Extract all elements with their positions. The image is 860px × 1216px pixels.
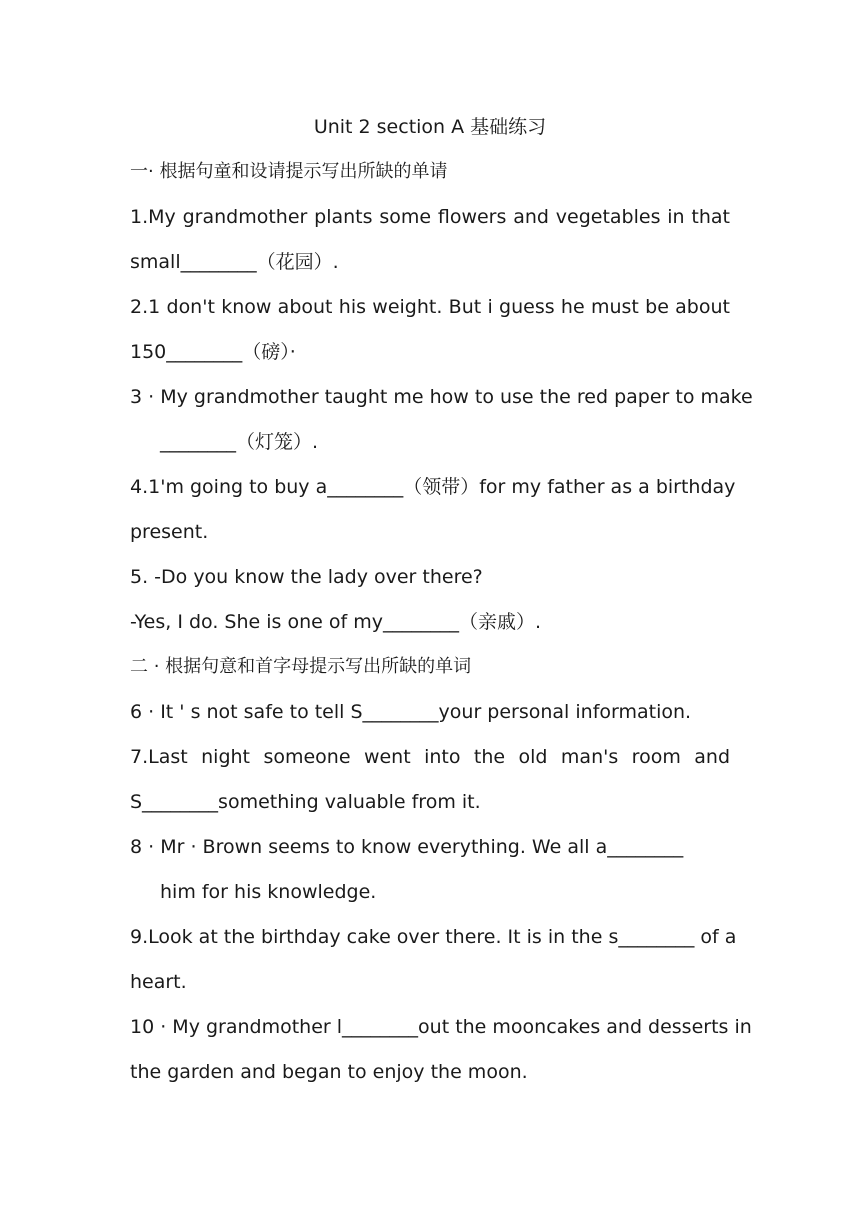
page-title: Unit 2 section A 基础练习 bbox=[313, 116, 547, 138]
question-3-line-1: 3 · My grandmother taught me how to use the red paper to make bbox=[130, 386, 753, 408]
question-1-line-2: small________（花园）. bbox=[130, 251, 339, 273]
section-2-heading: 二 · 根据句意和首字母提示写出所缺的单词 bbox=[130, 656, 472, 677]
question-5-line-1: 5. -Do you know the lady over there? bbox=[130, 566, 483, 588]
question-8-line-2: him for his knowledge. bbox=[160, 881, 377, 903]
question-9-line-1: 9.Look at the birthday cake over there. It is in the s________ of a bbox=[130, 926, 737, 948]
question-4-line-1: 4.1'm going to buy a________（领带）for my father as a birthday bbox=[130, 476, 736, 498]
question-4-line-2: present. bbox=[130, 521, 209, 543]
question-2-line-1: 2.1 don't know about his weight. But i guess he must be about bbox=[130, 296, 730, 318]
question-9-line-2: heart. bbox=[130, 971, 187, 993]
section-1-heading: 一· 根据句童和设请提示写出所缺的单请 bbox=[130, 161, 448, 182]
question-3-line-2: ________（灯笼）. bbox=[160, 431, 319, 453]
question-6-line-1: 6 · It ' s not safe to tell S________your personal information. bbox=[130, 701, 692, 723]
question-5-line-2: -Yes, I do. She is one of my________（亲戚）. bbox=[130, 611, 542, 633]
question-7-line-1: 7.Last night someone went into the old man's room and bbox=[130, 746, 730, 768]
question-2-line-2: 150________（磅）· bbox=[130, 341, 296, 363]
question-10-line-2: the garden and began to enjoy the moon. bbox=[130, 1061, 528, 1083]
question-8-line-1: 8 · Mr · Brown seems to know everything. We all a________ bbox=[130, 836, 684, 858]
question-1-line-1: 1.My grandmother plants some flowers and vegetables in that bbox=[130, 206, 730, 228]
question-7-line-2: S________something valuable from it. bbox=[130, 791, 481, 813]
question-10-line-1: 10 · My grandmother l________out the mooncakes and desserts in bbox=[130, 1016, 752, 1038]
